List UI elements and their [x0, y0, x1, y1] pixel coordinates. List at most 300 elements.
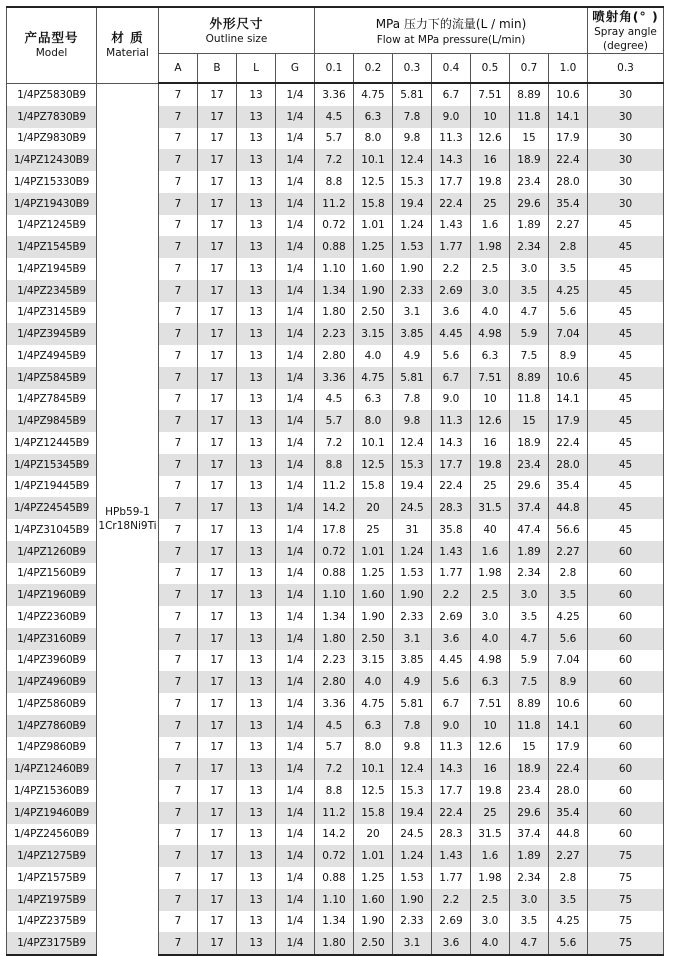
- cell-b: 17: [198, 845, 237, 867]
- cell-b: 17: [198, 563, 237, 585]
- cell-p07: 2.34: [510, 867, 549, 889]
- cell-b: 17: [198, 824, 237, 846]
- cell-p01: 2.80: [315, 671, 354, 693]
- material-line-2: 1Cr18Ni9Ti: [98, 520, 157, 533]
- cell-b: 17: [198, 541, 237, 563]
- header-row-main: [7, 7, 664, 54]
- cell-model: 1/4PZ4960B9: [7, 671, 97, 693]
- cell-p03: 7.8: [393, 106, 432, 128]
- col-header-p07: 0.7: [510, 54, 549, 84]
- cell-p10: 4.25: [549, 606, 588, 628]
- cell-p01: 1.80: [315, 302, 354, 324]
- cell-p01: 1.80: [315, 932, 354, 955]
- cell-p02: 2.50: [354, 932, 393, 955]
- cell-p03: 1.24: [393, 215, 432, 237]
- cell-g: 1/4: [276, 671, 315, 693]
- cell-a: 7: [159, 215, 198, 237]
- cell-p05: 12.6: [471, 410, 510, 432]
- cell-angle: 60: [588, 715, 664, 737]
- cell-l: 13: [237, 911, 276, 933]
- cell-p03: 1.24: [393, 845, 432, 867]
- cell-b: 17: [198, 497, 237, 519]
- cell-model: 1/4PZ15345B9: [7, 454, 97, 476]
- cell-p04: 22.4: [432, 193, 471, 215]
- cell-p03: 4.9: [393, 671, 432, 693]
- cell-p07: 37.4: [510, 824, 549, 846]
- cell-p03: 1.90: [393, 258, 432, 280]
- cell-angle: 30: [588, 149, 664, 171]
- cell-a: 7: [159, 693, 198, 715]
- cell-p01: 0.88: [315, 867, 354, 889]
- col-header-b: B: [198, 54, 237, 84]
- cell-p04: 11.3: [432, 410, 471, 432]
- cell-p03: 1.90: [393, 889, 432, 911]
- cell-angle: 60: [588, 780, 664, 802]
- cell-p03: 31: [393, 519, 432, 541]
- cell-b: 17: [198, 758, 237, 780]
- cell-p03: 4.9: [393, 345, 432, 367]
- cell-p07: 2.34: [510, 563, 549, 585]
- cell-p07: 47.4: [510, 519, 549, 541]
- cell-angle: 45: [588, 476, 664, 498]
- spec-table-body: [7, 83, 664, 955]
- cell-p01: 3.36: [315, 693, 354, 715]
- cell-p10: 3.5: [549, 258, 588, 280]
- cell-p10: 8.9: [549, 345, 588, 367]
- cell-p10: 35.4: [549, 802, 588, 824]
- cell-l: 13: [237, 519, 276, 541]
- material-header-cn: 材 质: [111, 30, 144, 46]
- cell-angle: 60: [588, 737, 664, 759]
- cell-p05: 4.0: [471, 932, 510, 955]
- cell-g: 1/4: [276, 606, 315, 628]
- cell-model: 1/4PZ5845B9: [7, 367, 97, 389]
- cell-p05: 6.3: [471, 345, 510, 367]
- cell-p10: 22.4: [549, 432, 588, 454]
- cell-angle: 60: [588, 671, 664, 693]
- cell-p10: 14.1: [549, 389, 588, 411]
- cell-angle: 30: [588, 171, 664, 193]
- cell-p10: 22.4: [549, 758, 588, 780]
- cell-p04: 28.3: [432, 497, 471, 519]
- cell-p01: 5.7: [315, 737, 354, 759]
- cell-angle: 60: [588, 628, 664, 650]
- cell-p05: 25: [471, 802, 510, 824]
- angle-header-en: Spray angle: [594, 25, 657, 38]
- cell-p03: 12.4: [393, 432, 432, 454]
- cell-p04: 17.7: [432, 454, 471, 476]
- cell-p10: 17.9: [549, 410, 588, 432]
- cell-p01: 1.34: [315, 606, 354, 628]
- cell-p03: 1.24: [393, 541, 432, 563]
- cell-a: 7: [159, 715, 198, 737]
- col-header-l: L: [237, 54, 276, 84]
- cell-p05: 25: [471, 476, 510, 498]
- cell-g: 1/4: [276, 302, 315, 324]
- cell-p02: 1.25: [354, 867, 393, 889]
- cell-model: 1/4PZ12460B9: [7, 758, 97, 780]
- cell-p03: 3.85: [393, 650, 432, 672]
- cell-g: 1/4: [276, 541, 315, 563]
- cell-b: 17: [198, 389, 237, 411]
- cell-p07: 23.4: [510, 780, 549, 802]
- cell-angle: 30: [588, 128, 664, 150]
- cell-p02: 4.75: [354, 83, 393, 106]
- cell-g: 1/4: [276, 563, 315, 585]
- cell-p04: 22.4: [432, 802, 471, 824]
- cell-angle: 45: [588, 345, 664, 367]
- table-row: [7, 83, 664, 106]
- cell-p03: 3.1: [393, 932, 432, 955]
- cell-b: 17: [198, 236, 237, 258]
- cell-p10: 14.1: [549, 106, 588, 128]
- cell-p04: 1.43: [432, 215, 471, 237]
- cell-b: 17: [198, 780, 237, 802]
- cell-a: 7: [159, 171, 198, 193]
- cell-a: 7: [159, 519, 198, 541]
- cell-p10: 35.4: [549, 193, 588, 215]
- cell-model: 1/4PZ1945B9: [7, 258, 97, 280]
- cell-p04: 2.69: [432, 280, 471, 302]
- cell-a: 7: [159, 737, 198, 759]
- cell-p02: 6.3: [354, 389, 393, 411]
- cell-p04: 17.7: [432, 171, 471, 193]
- cell-p10: 22.4: [549, 149, 588, 171]
- cell-p05: 31.5: [471, 824, 510, 846]
- cell-b: 17: [198, 715, 237, 737]
- cell-l: 13: [237, 193, 276, 215]
- cell-p02: 2.50: [354, 302, 393, 324]
- cell-model: 1/4PZ5860B9: [7, 693, 97, 715]
- cell-p01: 1.34: [315, 280, 354, 302]
- cell-p05: 2.5: [471, 258, 510, 280]
- cell-p01: 8.8: [315, 171, 354, 193]
- cell-g: 1/4: [276, 497, 315, 519]
- cell-p10: 2.8: [549, 236, 588, 258]
- cell-p02: 12.5: [354, 171, 393, 193]
- cell-p10: 8.9: [549, 671, 588, 693]
- cell-a: 7: [159, 606, 198, 628]
- cell-p07: 2.34: [510, 236, 549, 258]
- cell-p02: 15.8: [354, 802, 393, 824]
- cell-b: 17: [198, 149, 237, 171]
- cell-p01: 3.36: [315, 367, 354, 389]
- cell-g: 1/4: [276, 106, 315, 128]
- cell-a: 7: [159, 345, 198, 367]
- cell-a: 7: [159, 454, 198, 476]
- angle-header-cn: 喷射角(° ): [592, 8, 659, 24]
- cell-p03: 15.3: [393, 454, 432, 476]
- cell-p04: 28.3: [432, 824, 471, 846]
- cell-b: 17: [198, 302, 237, 324]
- cell-model: 1/4PZ3175B9: [7, 932, 97, 955]
- cell-p02: 10.1: [354, 149, 393, 171]
- cell-g: 1/4: [276, 715, 315, 737]
- cell-angle: 45: [588, 323, 664, 345]
- cell-g: 1/4: [276, 867, 315, 889]
- cell-g: 1/4: [276, 389, 315, 411]
- cell-g: 1/4: [276, 584, 315, 606]
- cell-angle: 45: [588, 367, 664, 389]
- cell-g: 1/4: [276, 323, 315, 345]
- cell-p01: 14.2: [315, 497, 354, 519]
- cell-p10: 4.25: [549, 911, 588, 933]
- cell-model: 1/4PZ24545B9: [7, 497, 97, 519]
- cell-p02: 1.25: [354, 563, 393, 585]
- cell-p04: 6.7: [432, 83, 471, 106]
- cell-l: 13: [237, 824, 276, 846]
- cell-p10: 10.6: [549, 83, 588, 106]
- cell-p10: 2.8: [549, 563, 588, 585]
- cell-p01: 7.2: [315, 432, 354, 454]
- cell-p07: 23.4: [510, 454, 549, 476]
- cell-angle: 30: [588, 83, 664, 106]
- cell-p04: 5.6: [432, 671, 471, 693]
- cell-g: 1/4: [276, 889, 315, 911]
- cell-l: 13: [237, 236, 276, 258]
- cell-p04: 2.2: [432, 258, 471, 280]
- cell-a: 7: [159, 845, 198, 867]
- cell-a: 7: [159, 541, 198, 563]
- cell-g: 1/4: [276, 519, 315, 541]
- material-cell: [97, 83, 159, 955]
- cell-p07: 3.5: [510, 606, 549, 628]
- cell-p04: 2.69: [432, 606, 471, 628]
- cell-p05: 2.5: [471, 584, 510, 606]
- cell-p04: 14.3: [432, 758, 471, 780]
- cell-p02: 6.3: [354, 715, 393, 737]
- cell-p10: 17.9: [549, 737, 588, 759]
- cell-p10: 2.8: [549, 867, 588, 889]
- cell-a: 7: [159, 389, 198, 411]
- cell-g: 1/4: [276, 280, 315, 302]
- cell-p03: 3.1: [393, 628, 432, 650]
- cell-p05: 16: [471, 432, 510, 454]
- cell-p05: 4.0: [471, 302, 510, 324]
- cell-b: 17: [198, 454, 237, 476]
- cell-p03: 7.8: [393, 389, 432, 411]
- cell-p03: 1.90: [393, 584, 432, 606]
- cell-model: 1/4PZ5830B9: [7, 83, 97, 106]
- cell-p03: 24.5: [393, 824, 432, 846]
- cell-p02: 1.90: [354, 606, 393, 628]
- cell-p04: 1.43: [432, 541, 471, 563]
- cell-l: 13: [237, 584, 276, 606]
- cell-l: 13: [237, 149, 276, 171]
- cell-b: 17: [198, 410, 237, 432]
- cell-angle: 45: [588, 432, 664, 454]
- cell-p05: 1.98: [471, 236, 510, 258]
- cell-p01: 2.23: [315, 323, 354, 345]
- cell-p07: 11.8: [510, 389, 549, 411]
- outline-header-cn: 外形尺寸: [209, 15, 264, 31]
- cell-p07: 15: [510, 128, 549, 150]
- cell-p02: 10.1: [354, 758, 393, 780]
- cell-p04: 2.2: [432, 889, 471, 911]
- cell-p03: 5.81: [393, 83, 432, 106]
- cell-p02: 1.60: [354, 889, 393, 911]
- cell-a: 7: [159, 932, 198, 955]
- cell-model: 1/4PZ15330B9: [7, 171, 97, 193]
- cell-g: 1/4: [276, 193, 315, 215]
- cell-p01: 8.8: [315, 780, 354, 802]
- cell-a: 7: [159, 824, 198, 846]
- cell-a: 7: [159, 302, 198, 324]
- cell-l: 13: [237, 758, 276, 780]
- cell-p03: 15.3: [393, 171, 432, 193]
- cell-p05: 40: [471, 519, 510, 541]
- cell-a: 7: [159, 671, 198, 693]
- cell-g: 1/4: [276, 432, 315, 454]
- cell-p03: 24.5: [393, 497, 432, 519]
- outline-header-en: Outline size: [205, 32, 268, 45]
- cell-angle: 75: [588, 845, 664, 867]
- cell-p07: 1.89: [510, 215, 549, 237]
- cell-g: 1/4: [276, 149, 315, 171]
- cell-p05: 4.98: [471, 650, 510, 672]
- cell-p10: 7.04: [549, 650, 588, 672]
- cell-b: 17: [198, 323, 237, 345]
- cell-a: 7: [159, 258, 198, 280]
- cell-p01: 1.34: [315, 911, 354, 933]
- cell-p05: 1.6: [471, 845, 510, 867]
- cell-angle: 45: [588, 302, 664, 324]
- cell-b: 17: [198, 693, 237, 715]
- cell-p04: 14.3: [432, 149, 471, 171]
- cell-a: 7: [159, 236, 198, 258]
- cell-l: 13: [237, 932, 276, 955]
- cell-l: 13: [237, 497, 276, 519]
- cell-a: 7: [159, 476, 198, 498]
- cell-p07: 8.89: [510, 693, 549, 715]
- cell-p05: 31.5: [471, 497, 510, 519]
- cell-l: 13: [237, 389, 276, 411]
- cell-p02: 1.90: [354, 280, 393, 302]
- cell-p05: 19.8: [471, 780, 510, 802]
- cell-p05: 3.0: [471, 911, 510, 933]
- cell-b: 17: [198, 280, 237, 302]
- cell-p04: 3.6: [432, 302, 471, 324]
- cell-model: 1/4PZ1245B9: [7, 215, 97, 237]
- cell-p10: 10.6: [549, 367, 588, 389]
- cell-p03: 2.33: [393, 911, 432, 933]
- cell-p03: 19.4: [393, 802, 432, 824]
- col-header-angle-pressure: 0.3: [588, 54, 664, 84]
- cell-p02: 20: [354, 824, 393, 846]
- cell-p01: 1.10: [315, 584, 354, 606]
- cell-g: 1/4: [276, 802, 315, 824]
- cell-b: 17: [198, 584, 237, 606]
- cell-p02: 10.1: [354, 432, 393, 454]
- cell-p05: 3.0: [471, 606, 510, 628]
- cell-p05: 6.3: [471, 671, 510, 693]
- cell-model: 1/4PZ3160B9: [7, 628, 97, 650]
- cell-b: 17: [198, 171, 237, 193]
- cell-p05: 25: [471, 193, 510, 215]
- cell-model: 1/4PZ9845B9: [7, 410, 97, 432]
- cell-l: 13: [237, 215, 276, 237]
- cell-p03: 1.53: [393, 236, 432, 258]
- cell-b: 17: [198, 193, 237, 215]
- cell-p07: 29.6: [510, 193, 549, 215]
- cell-p02: 1.60: [354, 258, 393, 280]
- cell-a: 7: [159, 83, 198, 106]
- cell-p01: 11.2: [315, 193, 354, 215]
- cell-p01: 1.10: [315, 258, 354, 280]
- cell-p02: 2.50: [354, 628, 393, 650]
- cell-model: 1/4PZ24560B9: [7, 824, 97, 846]
- cell-p05: 10: [471, 106, 510, 128]
- cell-p01: 4.5: [315, 106, 354, 128]
- cell-l: 13: [237, 410, 276, 432]
- cell-p04: 1.77: [432, 867, 471, 889]
- cell-a: 7: [159, 106, 198, 128]
- cell-p04: 4.45: [432, 323, 471, 345]
- cell-l: 13: [237, 650, 276, 672]
- cell-p05: 7.51: [471, 367, 510, 389]
- cell-p03: 5.81: [393, 367, 432, 389]
- cell-angle: 45: [588, 410, 664, 432]
- cell-angle: 75: [588, 932, 664, 955]
- cell-l: 13: [237, 628, 276, 650]
- cell-b: 17: [198, 215, 237, 237]
- cell-a: 7: [159, 628, 198, 650]
- col-header-g: G: [276, 54, 315, 84]
- cell-p07: 4.7: [510, 932, 549, 955]
- cell-model: 1/4PZ3145B9: [7, 302, 97, 324]
- cell-g: 1/4: [276, 171, 315, 193]
- material-header: [97, 7, 159, 83]
- cell-p07: 3.0: [510, 889, 549, 911]
- cell-p07: 29.6: [510, 802, 549, 824]
- cell-p10: 10.6: [549, 693, 588, 715]
- cell-p05: 7.51: [471, 83, 510, 106]
- cell-l: 13: [237, 737, 276, 759]
- cell-p07: 15: [510, 410, 549, 432]
- cell-model: 1/4PZ3945B9: [7, 323, 97, 345]
- cell-p02: 1.01: [354, 845, 393, 867]
- outline-header: [159, 7, 315, 54]
- cell-p01: 14.2: [315, 824, 354, 846]
- cell-p07: 1.89: [510, 845, 549, 867]
- cell-p04: 11.3: [432, 737, 471, 759]
- cell-angle: 45: [588, 497, 664, 519]
- flow-header: [315, 7, 588, 54]
- cell-p04: 2.69: [432, 911, 471, 933]
- cell-b: 17: [198, 628, 237, 650]
- cell-model: 1/4PZ1960B9: [7, 584, 97, 606]
- cell-angle: 45: [588, 258, 664, 280]
- cell-a: 7: [159, 280, 198, 302]
- cell-p02: 3.15: [354, 323, 393, 345]
- cell-p04: 35.8: [432, 519, 471, 541]
- cell-p01: 1.10: [315, 889, 354, 911]
- cell-g: 1/4: [276, 758, 315, 780]
- cell-l: 13: [237, 693, 276, 715]
- cell-p04: 1.43: [432, 845, 471, 867]
- cell-angle: 60: [588, 584, 664, 606]
- cell-l: 13: [237, 345, 276, 367]
- cell-model: 1/4PZ9830B9: [7, 128, 97, 150]
- cell-g: 1/4: [276, 780, 315, 802]
- cell-angle: 75: [588, 889, 664, 911]
- cell-p02: 1.01: [354, 541, 393, 563]
- cell-p01: 4.5: [315, 715, 354, 737]
- cell-l: 13: [237, 454, 276, 476]
- cell-l: 13: [237, 889, 276, 911]
- cell-p07: 5.9: [510, 650, 549, 672]
- cell-p07: 11.8: [510, 106, 549, 128]
